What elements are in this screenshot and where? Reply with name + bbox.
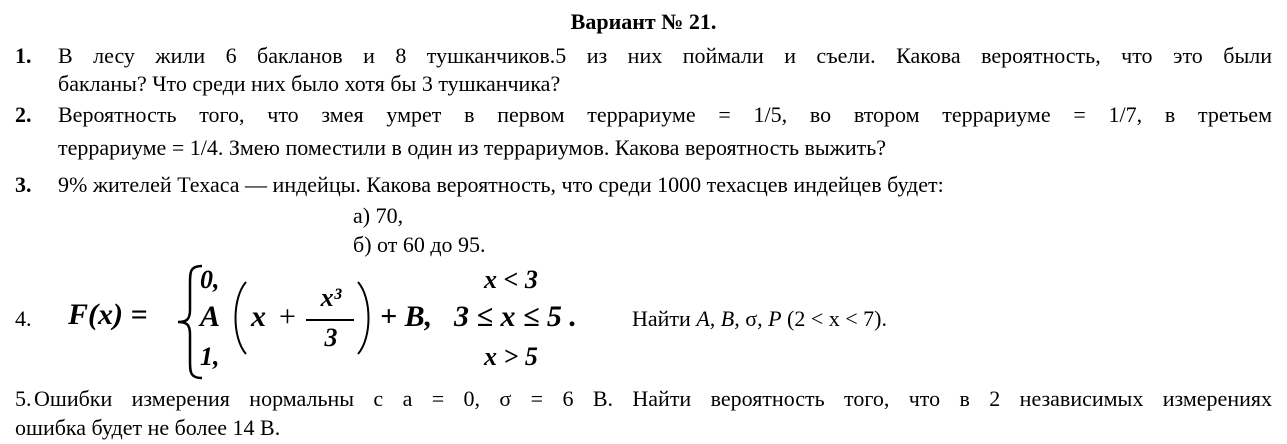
problem-5-line-2: ошибка будет не более 14 В. — [15, 415, 281, 440]
task-p: P — [768, 306, 782, 331]
variant-title: Вариант № 21. — [570, 9, 717, 34]
fraction-bar — [306, 319, 354, 321]
case-2-condition: 3 ≤ x ≤ 5 . — [454, 300, 577, 333]
problem-2-line-2: террариуме = 1/4. Змею поместили в один из террариумов. Какова вероятность выжить? — [58, 135, 887, 160]
case-2-x: x — [251, 300, 266, 333]
fraction-denominator: 3 — [324, 323, 338, 352]
problem-3-option-b: б) от 60 до 95. — [353, 232, 486, 257]
case-1-condition: x < 3 — [484, 265, 538, 294]
problem-2-line-1: Вероятность того, что змея умрет в первом террариуме = 1/5, во втором террариуме = 1/7, в третьем — [58, 102, 1272, 127]
problem-3-line-1: 9% жителей Техаса — индейцы. Какова вероятность, что среди 1000 техасцев индейцев будет: — [58, 172, 944, 197]
case-3-value: 1, — [200, 342, 220, 371]
problem-5-line-1: Ошибки измерения нормальны с a = 0, σ = 6 В. Найти вероятность того, что в 2 независимых измерениях — [34, 386, 1272, 411]
right-paren — [354, 278, 378, 358]
problem-3-number: 3. — [15, 172, 32, 197]
task-sigma: σ, — [739, 306, 769, 331]
problem-4-task — [632, 306, 887, 332]
problem-2-number: 2. — [15, 102, 32, 127]
task-vars: A, B, — [696, 306, 740, 331]
left-paren — [226, 278, 250, 358]
problem-4-number: 4. — [15, 306, 32, 331]
problem-1-line-2: бакланы? Что среди них было хотя бы 3 тушканчика? — [58, 71, 561, 96]
problem-3-option-a: а) 70, — [353, 203, 404, 228]
problem-5-number: 5. — [15, 386, 32, 411]
task-prefix: Найти — [632, 306, 697, 331]
formula-lhs: F(x) = — [68, 298, 148, 331]
case-2-tail: + B, — [380, 300, 433, 333]
problem-1-number: 1. — [15, 43, 32, 68]
case-3-condition: x > 5 — [484, 342, 538, 371]
case-2-plus: + — [279, 300, 296, 333]
task-range: (2 < x < 7). — [781, 306, 887, 331]
case-2-coef-A: A — [200, 300, 221, 333]
fraction-numerator: x³ — [320, 283, 342, 312]
problem-1-line-1: В лесу жили 6 бакланов и 8 тушканчиков.5 из них поймали и съели. Какова вероятность, что это были — [58, 43, 1272, 68]
case-1-value: 0, — [200, 265, 220, 294]
